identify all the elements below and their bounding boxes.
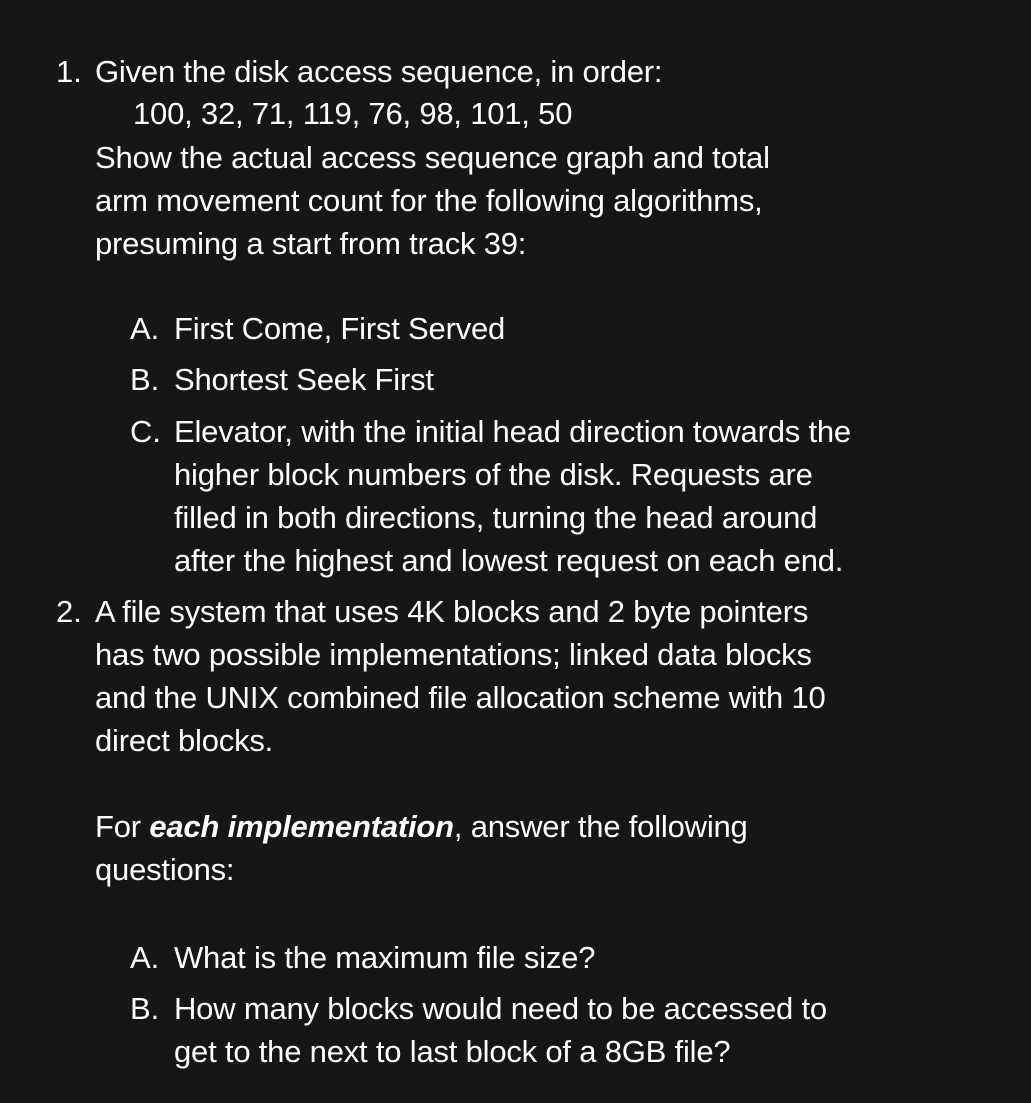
- question-1-instruction-line-2: arm movement count for the following algorithms,: [95, 183, 763, 218]
- option-text-line-1: Elevator, with the initial head direction towards the: [174, 414, 851, 449]
- question-2-description-line-1: A file system that uses 4K blocks and 2 byte pointers: [95, 594, 809, 629]
- question-2-number: 2.: [56, 594, 82, 629]
- option-letter: B.: [130, 991, 160, 1026]
- question-2-description-line-2: has two possible implementations; linked data blocks: [95, 637, 812, 672]
- option-letter: A.: [130, 311, 160, 346]
- disk-access-sequence: 100, 32, 71, 119, 76, 98, 101, 50: [133, 96, 573, 131]
- option-text-line-2: higher block numbers of the disk. Requests are: [174, 457, 813, 492]
- option-letter: A.: [130, 940, 160, 975]
- prompt-suffix: , answer the following: [453, 809, 748, 844]
- prompt-prefix: For: [95, 809, 150, 844]
- option-text-line-4: after the highest and lowest request on each end.: [174, 543, 844, 578]
- option-text-line-1: How many blocks would need to be accessed to: [174, 991, 827, 1026]
- option-letter: C.: [130, 414, 161, 449]
- question-2-description-line-3: and the UNIX combined file allocation scheme with 10: [95, 680, 826, 715]
- option-text: Shortest Seek First: [174, 362, 434, 397]
- question-2-description-line-4: direct blocks.: [95, 723, 274, 758]
- option-text-line-3: filled in both directions, turning the head around: [174, 500, 818, 535]
- question-2-prompt-line-2: questions:: [95, 852, 235, 887]
- question-1-instruction-line-3: presuming a start from track 39:: [95, 226, 527, 261]
- option-text: What is the maximum file size?: [174, 940, 596, 975]
- question-2-prompt-line-1: [95, 805, 748, 848]
- question-1-number: 1.: [56, 54, 82, 89]
- question-1-instruction-line-1: Show the actual access sequence graph and total: [95, 140, 770, 175]
- question-1-intro: Given the disk access sequence, in order:: [95, 54, 663, 89]
- option-letter: B.: [130, 362, 160, 397]
- option-text-line-2: get to the next to last block of a 8GB file?: [174, 1034, 731, 1069]
- prompt-emphasis: each implementation: [149, 809, 454, 844]
- option-text: First Come, First Served: [174, 311, 506, 346]
